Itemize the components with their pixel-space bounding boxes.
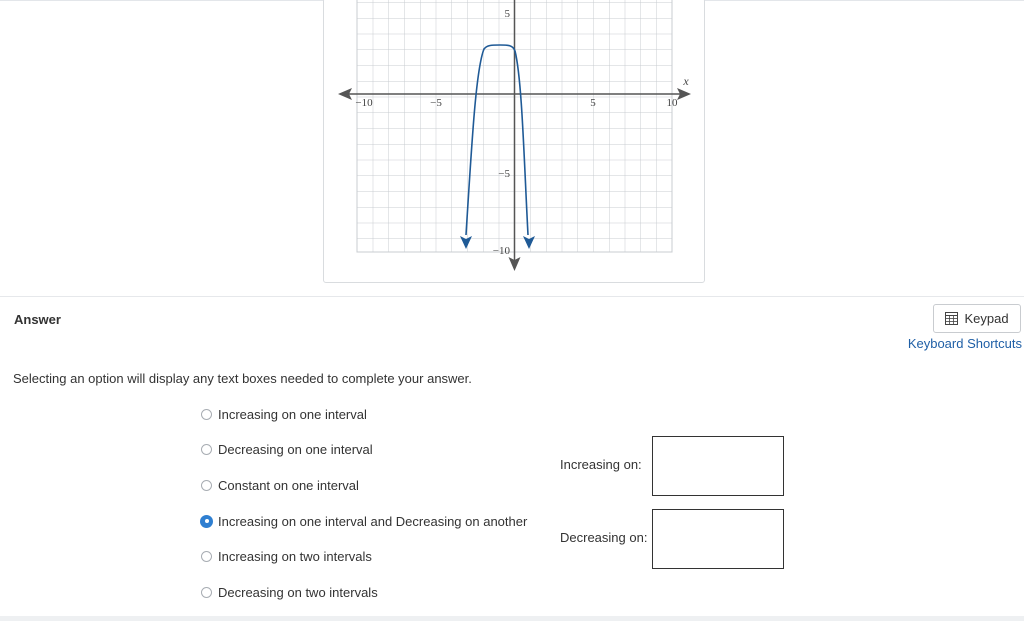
radio-button[interactable] xyxy=(201,480,212,491)
increasing-on-input[interactable] xyxy=(652,436,784,496)
graph-card xyxy=(323,0,705,283)
option-increasing-and-decreasing[interactable] xyxy=(201,512,527,530)
option-label: Increasing on two intervals xyxy=(218,548,372,564)
tick-y-neg10: −10 xyxy=(492,245,510,257)
option-label: Constant on one interval xyxy=(218,477,359,493)
tick-x-neg10: −10 xyxy=(355,97,373,109)
keypad-label: Keypad xyxy=(964,311,1009,326)
answer-heading: Answer xyxy=(14,312,61,327)
option-label: Increasing on one interval and Decreasing on another xyxy=(218,513,528,529)
tick-x-neg5: −5 xyxy=(430,97,442,109)
function-graph xyxy=(324,0,704,282)
radio-button[interactable] xyxy=(201,444,212,455)
option-constant-one-interval[interactable] xyxy=(201,476,359,494)
radio-button-selected[interactable] xyxy=(200,515,213,528)
instructions-text: Selecting an option will display any text boxes needed to complete your answer. xyxy=(13,371,472,386)
option-label: Decreasing on two intervals xyxy=(218,584,378,600)
option-decreasing-one-interval[interactable] xyxy=(201,440,373,458)
keypad-button[interactable] xyxy=(933,304,1021,333)
tick-x-pos10: 10 xyxy=(666,97,678,109)
keyboard-shortcuts-link[interactable]: Keyboard Shortcuts xyxy=(907,336,1022,351)
decreasing-on-input[interactable] xyxy=(652,509,784,569)
tick-y-pos5: 5 xyxy=(504,8,510,20)
tick-x-pos5: 5 xyxy=(590,97,596,109)
option-decreasing-two-intervals[interactable] xyxy=(201,583,378,601)
increasing-on-label: Increasing on: xyxy=(560,457,642,472)
option-increasing-one-interval[interactable] xyxy=(201,405,367,423)
radio-button[interactable] xyxy=(201,587,212,598)
decreasing-on-label: Decreasing on: xyxy=(560,530,648,545)
bottom-border xyxy=(0,616,1024,621)
radio-button[interactable] xyxy=(201,551,212,562)
option-increasing-two-intervals[interactable] xyxy=(201,547,372,565)
option-label: Increasing on one interval xyxy=(218,406,367,422)
section-divider xyxy=(0,296,1024,297)
tick-y-neg5: −5 xyxy=(498,168,510,180)
keypad-icon xyxy=(945,312,958,325)
radio-button[interactable] xyxy=(201,409,212,420)
option-label: Decreasing on one interval xyxy=(218,441,373,457)
x-axis-label: x xyxy=(683,74,689,88)
